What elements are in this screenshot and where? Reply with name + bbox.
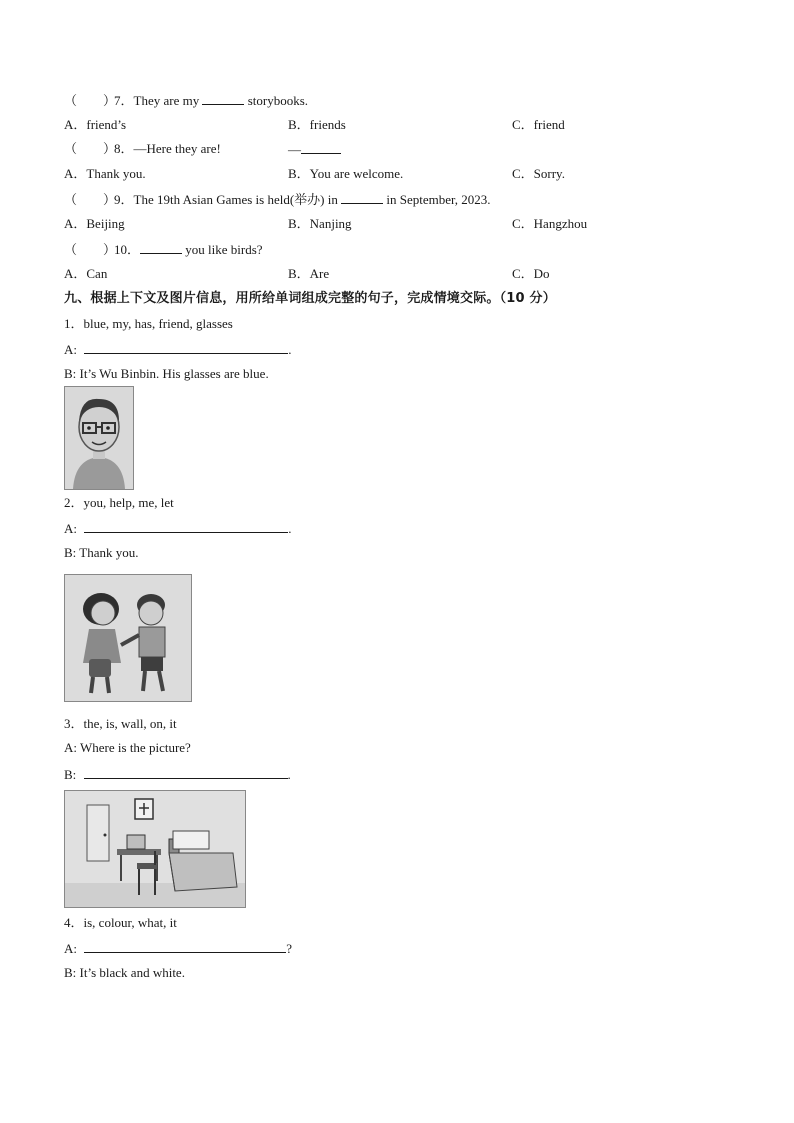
question-number: 9． [114, 192, 134, 207]
speaker-b: B: [64, 767, 77, 782]
question-text: —Here they are! [133, 141, 221, 156]
item-1-line-b: B: It’s Wu Binbin. His glasses are blue. [64, 366, 269, 381]
item-4-line-a [64, 940, 292, 957]
question-10 [64, 241, 263, 258]
item-2-words: 2．you, help, me, let [64, 495, 174, 510]
option-c[interactable]: C．friend [512, 117, 565, 132]
question-8 [64, 141, 221, 157]
question-number: 8． [114, 141, 134, 156]
item-3-line-b [64, 766, 291, 783]
option-c[interactable]: C．Hangzhou [512, 216, 588, 231]
question-text: The 19th Asian Games is held(举办) in [133, 192, 342, 207]
answer-paren: （ ） [64, 93, 117, 108]
speaker-a: A: [64, 342, 77, 357]
question-9 [64, 191, 491, 208]
end-punct: . [287, 767, 291, 782]
section-heading: 九、根据上下文及图片信息，用所给单词组成完整的句子，完成情境交际。（10 分） [64, 291, 556, 306]
answer-paren: （ ） [64, 141, 117, 156]
answer-blank[interactable] [84, 766, 288, 779]
answer-blank[interactable] [140, 241, 182, 254]
option-b[interactable]: B．Are [288, 266, 330, 281]
item-2-line-b: B: Thank you. [64, 545, 139, 560]
end-punct: . [288, 342, 292, 357]
answer-blank[interactable] [84, 341, 288, 354]
answer-blank[interactable] [84, 520, 288, 533]
item-1-words: 1．blue, my, has, friend, glasses [64, 316, 233, 331]
option-b[interactable]: B．Nanjing [288, 216, 352, 231]
question-number: 10． [114, 242, 141, 257]
option-c[interactable]: C．Do [512, 266, 550, 281]
question-text-after: in September, 2023. [383, 192, 491, 207]
answer-paren: （ ） [64, 242, 117, 257]
answer-blank[interactable] [84, 940, 286, 953]
question-7 [64, 92, 308, 109]
option-c[interactable]: C．Sorry. [512, 166, 565, 181]
girl-and-boy-image [64, 574, 192, 702]
bedroom-picture-image [64, 790, 246, 908]
reply-line [288, 141, 341, 158]
item-3-words: 3．the, is, wall, on, it [64, 716, 177, 731]
answer-paren: （ ） [64, 192, 117, 207]
answer-blank[interactable] [301, 141, 341, 154]
question-text: They are my [133, 93, 203, 108]
option-a[interactable]: A．Thank you. [64, 166, 146, 181]
option-a[interactable]: A．Can [64, 266, 108, 281]
boy-with-glasses-image [64, 386, 134, 490]
answer-blank[interactable] [341, 191, 383, 204]
end-punct: . [288, 521, 292, 536]
option-a[interactable]: A．Beijing [64, 216, 125, 231]
reply-dash: — [288, 142, 301, 157]
item-1-line-a [64, 341, 292, 358]
question-text: you like birds? [182, 242, 263, 257]
speaker-a: A: [64, 521, 77, 536]
option-b[interactable]: B．friends [288, 117, 346, 132]
item-4-words: 4．is, colour, what, it [64, 915, 177, 930]
question-text-after: storybooks. [244, 93, 309, 108]
option-b[interactable]: B．You are welcome. [288, 166, 404, 181]
answer-blank[interactable] [202, 92, 244, 105]
speaker-a: A: [64, 941, 77, 956]
question-number: 7． [114, 93, 134, 108]
item-2-line-a [64, 520, 292, 537]
end-punct: ? [286, 941, 293, 956]
item-3-line-a: A: Where is the picture? [64, 740, 191, 755]
item-4-line-b: B: It’s black and white. [64, 965, 185, 980]
option-a[interactable]: A．friend’s [64, 117, 127, 132]
